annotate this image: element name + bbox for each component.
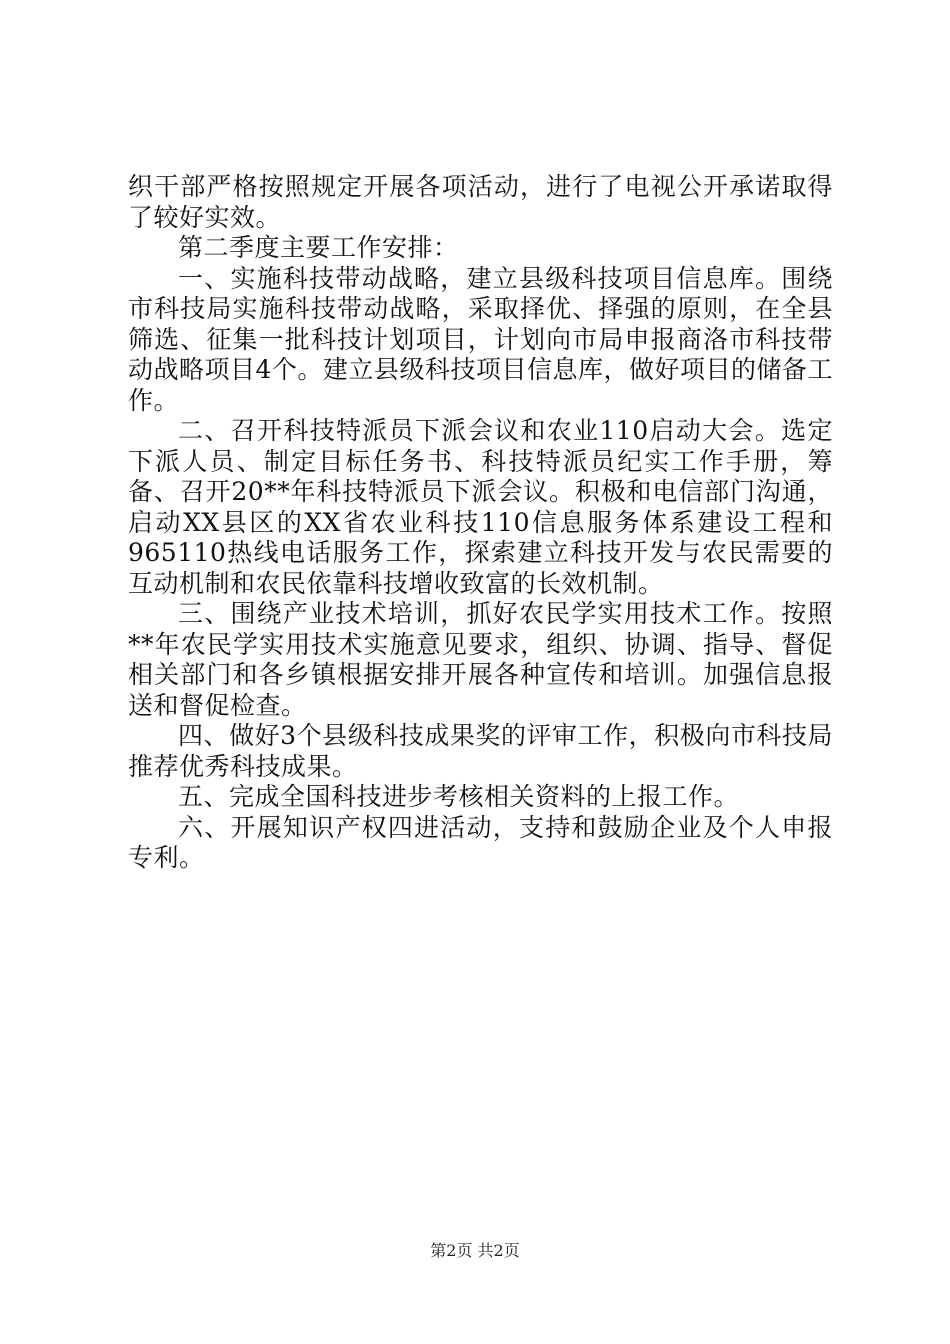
document-body: [128, 172, 833, 874]
paragraph-item-3: 三、围绕产业技术培训，抓好农民学实用技术工作。按照**年农民学实用技术实施意见要求，组织、协调、指导、督促相关部门和各乡镇根据安排开展各种宣传和培训。加强信息报送和督促检查。: [128, 599, 833, 720]
paragraph-item-1: 一、实施科技带动战略，建立县级科技项目信息库。围绕市科技局实施科技带动战略，采取择优、择强的原则，在全县筛选、征集一批科技计划项目，计划向市局申报商洛市科技带动战略项目4个。建立县级科技项目信息库，做好项目的储备工作。: [128, 263, 833, 415]
page-number-footer: 第2页 共2页: [430, 1241, 520, 1260]
paragraph-item-2: 二、召开科技特派员下派会议和农业110启动大会。选定下派人员、制定目标任务书、科技特派员纪实工作手册，筹备、召开20**年科技特派员下派会议。积极和电信部门沟通，启动XX县区的XX省农业科技110信息服务体系建设工程和965110热线电话服务工作，探索建立科技开发与农民需要的互动机制和农民依靠科技增收致富的长效机制。: [128, 416, 833, 598]
paragraph-item-6: 六、开展知识产权四进活动，支持和鼓励企业及个人申报专利。: [128, 812, 833, 872]
section-heading: 第二季度主要工作安排：: [178, 233, 459, 262]
paragraph-continuation: 织干部严格按照规定开展各项活动，进行了电视公开承诺取得了较好实效。: [128, 172, 833, 232]
paragraph-item-5: 五、完成全国科技进步考核相关资料的上报工作。: [178, 782, 740, 811]
paragraph-item-4: 四、做好3个县级科技成果奖的评审工作，积极向市科技局推荐优秀科技成果。: [128, 721, 833, 781]
